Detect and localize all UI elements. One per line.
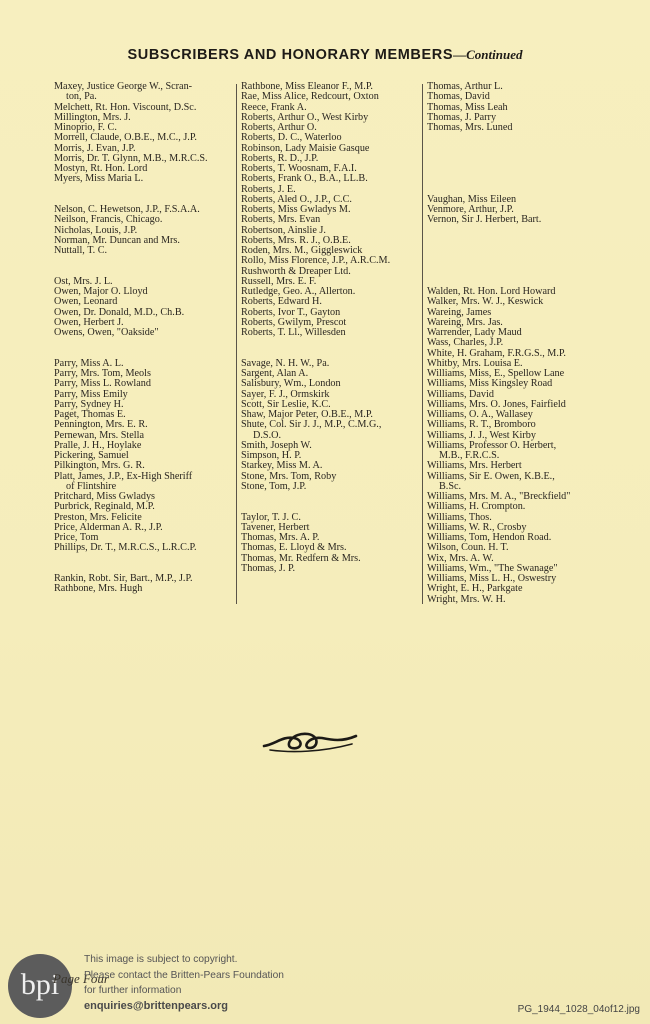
subscriber-entry: Roberts, R. D., J.P. xyxy=(241,152,319,164)
subscriber-entry: Williams, Professor O. Herbert, xyxy=(427,439,557,451)
subscriber-entry: Roberts, Arthur O. xyxy=(241,122,317,133)
subscriber-entry: Price, Alderman A. R., J.P. xyxy=(54,521,163,533)
subscriber-entry: Thomas, David xyxy=(427,91,490,103)
subscriber-entry: Thomas, Mrs. Luned xyxy=(427,122,513,133)
subscriber-entry: Shaw, Major Peter, O.B.E., M.P. xyxy=(241,409,373,420)
subscriber-entry: Williams, R. T., Bromboro xyxy=(427,419,536,431)
subscriber-entry: Roberts, Mrs. R. J., O.B.E. xyxy=(241,234,351,246)
section-gap xyxy=(241,492,421,513)
subscriber-entry: Thomas, Mrs. A. P. xyxy=(241,532,320,543)
subscriber-entry: Tavener, Herbert xyxy=(241,521,310,533)
subscriber-entry: Roberts, Frank O., B.A., LL.B. xyxy=(241,173,368,185)
subscriber-entry: Owens, Owen, "Oakside" xyxy=(54,327,159,338)
subscriber-entry: Morrell, Claude, O.B.E., M.C., J.P. xyxy=(54,132,197,144)
subscriber-entry: Parry, Miss Emily xyxy=(54,388,128,400)
subscriber-entry: Wright, E. H., Parkgate xyxy=(427,583,523,595)
subscriber-entry: Smith, Joseph W. xyxy=(241,439,312,451)
subscriber-entry: Roberts, Aled O., J.P., C.C. xyxy=(241,193,352,205)
subscriber-entry: Roberts, T. Ll., Willesden xyxy=(241,327,346,338)
subscriber-entry: Neilson, Francis, Chicago. xyxy=(54,214,163,226)
copyright-notice xyxy=(84,952,284,1014)
subscriber-entry: Roberts, J. E. xyxy=(241,183,296,195)
subscriber-entry: Parry, Miss L. Rowland xyxy=(54,378,151,390)
section-gap xyxy=(427,246,627,267)
subscriber-entry: Melchett, Rt. Hon. Viscount, D.Sc. xyxy=(54,101,197,113)
subscriber-entry: Williams, Mrs. M. A., "Breckfield" xyxy=(427,491,571,502)
subscriber-entry: Rankin, Robt. Sir, Bart., M.P., J.P. xyxy=(54,573,193,584)
page-number-label: Page Four xyxy=(53,971,109,986)
subscriber-entry: Rathbone, Miss Eleanor F., M.P. xyxy=(241,81,373,92)
subscriber-entry: Walker, Mrs. W. J., Keswick xyxy=(427,296,544,308)
subscriber-entry: Simpson, H. P. xyxy=(241,450,302,461)
subscriber-entry: Williams, J. J., West Kirby xyxy=(427,429,536,441)
subscriber-entry: Wareing, James xyxy=(427,306,492,318)
subscriber-entry: Pritchard, Miss Gwladys xyxy=(54,491,156,502)
subscriber-entry: Sargent, Alan A. xyxy=(241,368,309,379)
subscriber-entry: Parry, Miss A. L. xyxy=(54,357,124,369)
section-gap xyxy=(54,554,234,575)
subscriber-entry: Wilson, Coun. H. T. xyxy=(427,542,509,554)
subscriber-entry: Mostyn, Rt. Hon. Lord xyxy=(54,163,148,174)
subscriber-entry: Roberts, Arthur O., West Kirby xyxy=(241,111,369,123)
page-heading xyxy=(0,47,650,63)
subscriber-entry: Pralle, J. H., Hoylake xyxy=(54,439,142,451)
subscriber-entry: Owen, Herbert J. xyxy=(54,316,124,328)
subscriber-entry: Parry, Sydney H. xyxy=(54,398,124,410)
subscriber-entry: Nelson, C. Hewetson, J.P., F.S.A.A. xyxy=(54,204,200,215)
footer xyxy=(0,944,650,1024)
section-gap xyxy=(427,226,627,247)
subscriber-entry: Walden, Rt. Hon. Lord Howard xyxy=(427,286,556,297)
subscriber-entry: Roberts, Miss Gwladys M. xyxy=(241,204,351,215)
subscriber-entry: Williams, Miss L. H., Oswestry xyxy=(427,573,557,584)
subscriber-entry: Pickering, Samuel xyxy=(54,450,129,461)
subscriber-entry: Price, Tom xyxy=(54,532,99,543)
bpi-logo: bpi xyxy=(8,954,72,1018)
subscriber-entry: Venmore, Arthur, J.P. xyxy=(427,204,514,215)
subscriber-entry: Williams, Sir E. Owen, K.B.E., xyxy=(427,470,555,482)
subscriber-entry: Myers, Miss Maria L. xyxy=(54,173,144,185)
subscriber-entry: ton, Pa. xyxy=(66,91,97,103)
ornament-flourish-icon xyxy=(262,726,358,756)
subscriber-entry: Roberts, Mrs. Evan xyxy=(241,214,321,226)
file-id: PG_1944_1028_04of12.jpg xyxy=(517,1004,640,1015)
subscriber-entry: Roberts, D. C., Waterloo xyxy=(241,132,342,144)
subscriber-column-3 xyxy=(427,82,627,605)
subscriber-entry: Vernon, Sir J. Herbert, Bart. xyxy=(427,214,542,226)
subscriber-entry: Millington, Mrs. J. xyxy=(54,111,131,123)
subscriber-entry: D.S.O. xyxy=(253,429,282,441)
subscriber-entry: Wix, Mrs. A. W. xyxy=(427,552,494,564)
subscriber-entry: Stone, Tom, J.P. xyxy=(241,480,307,492)
subscriber-entry: Williams, Tom, Hendon Road. xyxy=(427,532,552,543)
subscriber-entry: Robinson, Lady Maisie Gasque xyxy=(241,142,370,154)
subscriber-entry: Williams, Wm., "The Swanage" xyxy=(427,562,558,574)
subscriber-entry: Nuttall, T. C. xyxy=(54,245,108,256)
subscriber-entry: Williams, O. A., Wallasey xyxy=(427,409,533,420)
notice-line: for further information xyxy=(84,985,182,996)
subscriber-entry: Maxey, Justice George W., Scran- xyxy=(54,81,193,92)
subscriber-entry: Shute, Col. Sir J. J., M.P., C.M.G., xyxy=(241,419,382,431)
subscriber-entry: Williams, Thos. xyxy=(427,511,492,523)
section-gap xyxy=(427,267,627,288)
subscriber-entry: Minoprio, F. C. xyxy=(54,122,117,133)
subscriber-entry: Wareing, Mrs. Jas. xyxy=(427,316,503,328)
heading-title: SUBSCRIBERS AND HONORARY MEMBERS xyxy=(127,47,454,63)
subscriber-entry: Rushworth & Dreaper Ltd. xyxy=(241,265,351,277)
subscriber-entry: Morris, J. Evan, J.P. xyxy=(54,142,136,154)
subscriber-entry: Nicholas, Louis, J.P. xyxy=(54,224,138,236)
section-gap xyxy=(54,338,234,359)
subscriber-entry: Pernewan, Mrs. Stella xyxy=(54,429,144,441)
subscriber-entry: Williams, David xyxy=(427,388,494,400)
subscriber-column-2 xyxy=(241,82,421,574)
column-divider xyxy=(422,84,423,604)
subscriber-entry: of Flintshire xyxy=(66,480,117,492)
subscriber-entry: Owen, Major O. Lloyd xyxy=(54,286,148,297)
subscriber-entry: Wass, Charles, J.P. xyxy=(427,337,504,349)
subscriber-column-1 xyxy=(54,82,234,595)
subscriber-entry: Roden, Mrs. M., Giggleswick xyxy=(241,245,363,256)
subscriber-entry: Roberts, Ivor T., Gayton xyxy=(241,306,341,318)
subscriber-entry: Reece, Frank A. xyxy=(241,101,307,113)
subscriber-entry: Williams, W. R., Crosby xyxy=(427,521,527,533)
subscriber-entry: Platt, James, J.P., Ex-High Sheriff xyxy=(54,470,193,482)
subscriber-entry: Williams, Miss Kingsley Road xyxy=(427,378,553,390)
subscriber-entry: Thomas, Miss Leah xyxy=(427,101,508,113)
subscriber-entry: Savage, N. H. W., Pa. xyxy=(241,357,330,369)
subscriber-entry: Warrender, Lady Maud xyxy=(427,327,522,338)
subscriber-entry: Thomas, J. Parry xyxy=(427,111,497,123)
section-gap xyxy=(427,133,627,154)
subscriber-entry: Whitby, Mrs. Louisa E. xyxy=(427,357,523,369)
subscriber-entry: Thomas, J. P. xyxy=(241,562,296,574)
subscriber-entry: M.B., F.R.C.S. xyxy=(439,450,500,461)
subscriber-entry: Robertson, Ainslie J. xyxy=(241,224,326,236)
subscriber-entry: Owen, Leonard xyxy=(54,296,118,308)
subscriber-entry: Starkey, Miss M. A. xyxy=(241,460,323,472)
subscriber-entry: Pennington, Mrs. E. R. xyxy=(54,419,148,431)
subscriber-entry: Vaughan, Miss Eileen xyxy=(427,193,517,205)
subscriber-entry: Williams, H. Crompton. xyxy=(427,501,526,513)
subscriber-entry: Roberts, Edward H. xyxy=(241,296,322,308)
subscriber-entry: Rae, Miss Alice, Redcourt, Oxton xyxy=(241,91,379,103)
subscriber-entry: Salisbury, Wm., London xyxy=(241,378,341,390)
subscriber-entry: Rutledge, Geo. A., Allerton. xyxy=(241,286,356,297)
subscriber-entry: Scott, Sir Leslie, K.C. xyxy=(241,398,331,410)
subscriber-entry: Williams, Mrs. O. Jones, Fairfield xyxy=(427,398,566,410)
subscriber-entry: Norman, Mr. Duncan and Mrs. xyxy=(54,234,180,246)
subscriber-entry: Morris, Dr. T. Glynn, M.B., M.R.C.S. xyxy=(54,152,208,164)
subscriber-entry: Rollo, Miss Florence, J.P., A.R.C.M. xyxy=(241,255,391,267)
subscriber-entry: Phillips, Dr. T., M.R.C.S., L.R.C.P. xyxy=(54,542,197,554)
subscriber-entry: Owen, Dr. Donald, M.D., Ch.B. xyxy=(54,306,185,318)
subscriber-entry: Roberts, Gwilym, Prescot xyxy=(241,316,347,328)
subscriber-entry: Williams, Mrs. Herbert xyxy=(427,460,522,472)
subscriber-entry: Wright, Mrs. W. H. xyxy=(427,593,506,605)
subscriber-entry: Preston, Mrs. Felicite xyxy=(54,511,142,523)
subscriber-entry: Parry, Mrs. Tom, Meols xyxy=(54,368,151,379)
heading-continued: —Continued xyxy=(453,47,523,62)
subscriber-entry: Thomas, Mr. Redfern & Mrs. xyxy=(241,552,361,564)
section-gap xyxy=(241,338,421,359)
subscriber-entry: Stone, Mrs. Tom, Roby xyxy=(241,470,337,482)
subscriber-entry: Pilkington, Mrs. G. R. xyxy=(54,460,145,472)
notice-line: This image is subject to copyright. xyxy=(84,954,238,965)
subscriber-entry: B.Sc. xyxy=(439,480,462,492)
subscriber-entry: White, H. Graham, F.R.G.S., M.P. xyxy=(427,347,566,359)
subscriber-entry: Roberts, T. Woosnam, F.A.I. xyxy=(241,163,357,174)
section-gap xyxy=(54,185,234,206)
subscriber-entry: Purbrick, Reginald, M.P. xyxy=(54,501,155,513)
section-gap xyxy=(427,174,627,195)
contact-email-link[interactable]: enquiries@brittenpears.org xyxy=(84,999,228,1012)
subscriber-entry: Russell, Mrs. E. F. xyxy=(241,275,317,287)
notice-line: Please contact the Britten-Pears Foundation xyxy=(84,969,284,981)
subscriber-entry: Rathbone, Mrs. Hugh xyxy=(54,583,143,595)
section-gap xyxy=(427,154,627,175)
subscriber-entry: Sayer, F. J., Ormskirk xyxy=(241,388,330,400)
subscriber-entry: Ost, Mrs. J. L. xyxy=(54,275,113,287)
subscriber-entry: Thomas, Arthur L. xyxy=(427,81,503,92)
subscriber-entry: Thomas, E. Lloyd & Mrs. xyxy=(241,542,347,554)
column-divider xyxy=(236,84,237,604)
subscriber-entry: Williams, Miss, E., Spellow Lane xyxy=(427,368,565,379)
subscriber-entry: Taylor, T. J. C. xyxy=(241,511,301,523)
subscriber-entry: Paget, Thomas E. xyxy=(54,409,126,420)
section-gap xyxy=(54,256,234,277)
